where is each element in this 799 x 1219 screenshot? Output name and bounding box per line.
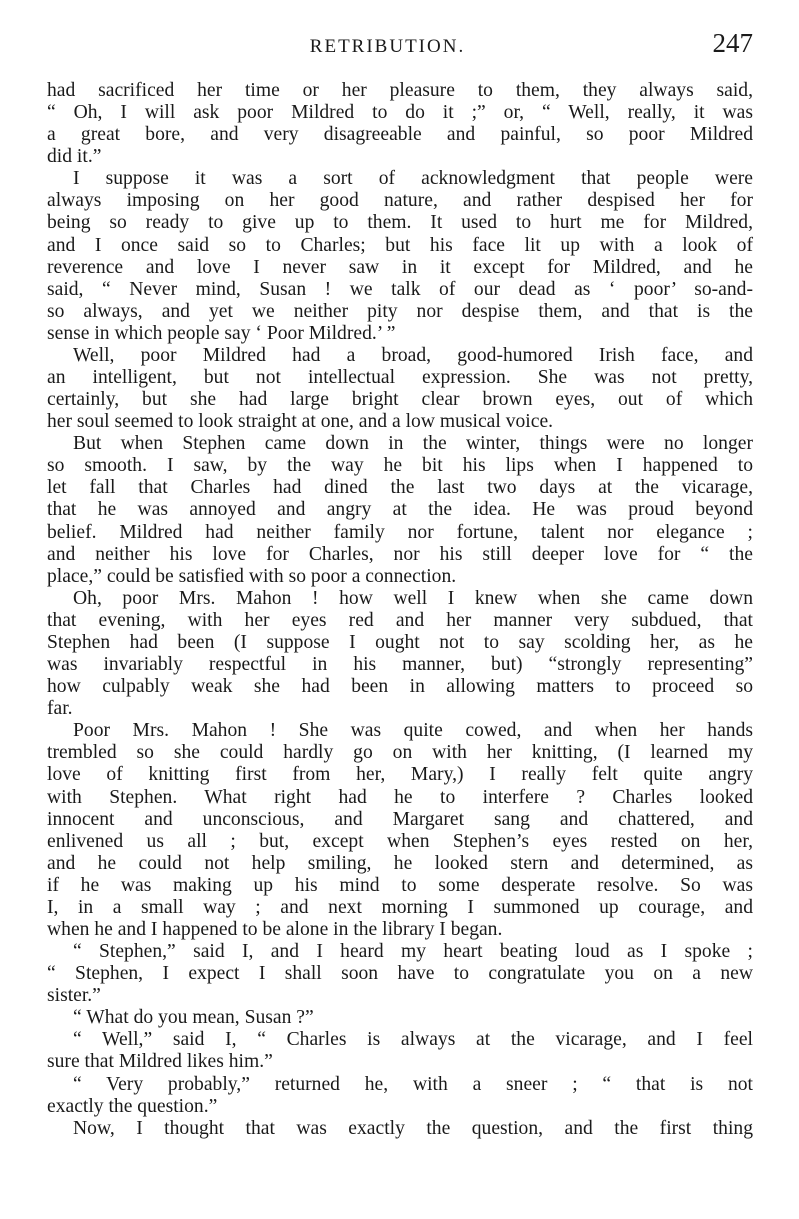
text-line: But when Stephen came down in the winter, things were no longer xyxy=(73,433,753,455)
text-line: Oh, poor Mrs. Mahon ! how well I knew when she came down xyxy=(73,587,753,609)
text-line: Poor Mrs. Mahon ! She was quite cowed, and when her hands xyxy=(73,720,753,742)
text-line: enlivened us all ; but, except when Stephen’s eyes rested on her, xyxy=(47,830,753,852)
text-line: innocent and unconscious, and Margaret sang and chattered, and xyxy=(47,808,753,830)
text-line: “ Well,” said I, “ Charles is always at the vicarage, and I feel xyxy=(73,1029,753,1051)
text-line: reverence and love I never saw in it except for Mildred, and he xyxy=(47,256,753,278)
text-line: sister.” xyxy=(47,985,101,1007)
text-line: and he could not help smiling, he looked stern and determined, as xyxy=(47,852,753,874)
text-line: that he was annoyed and angry at the idea. He was proud beyond xyxy=(47,499,753,521)
text-line: her soul seemed to look straight at one, and a low musical voice. xyxy=(47,411,554,433)
text-line: place,” could be satisfied with so poor a connection. xyxy=(47,565,457,587)
text-line: an intelligent, but not intellectual expression. She was not pretty, xyxy=(47,367,753,389)
text-line: that evening, with her eyes red and her manner very subdued, that xyxy=(47,609,753,631)
page-number: 247 xyxy=(712,28,753,58)
text-line: so smooth. I saw, by the way he bit his lips when I happened to xyxy=(47,455,753,477)
text-line: far. xyxy=(47,698,73,720)
text-line: with Stephen. What right had he to interfere ? Charles looked xyxy=(47,786,753,808)
text-line: was invariably respectful in his manner, but) “strongly representing” xyxy=(47,654,753,676)
text-line: let fall that Charles had dined the last two days at the vicarage, xyxy=(47,477,753,499)
text-line: and neither his love for Charles, nor his still deeper love for “ the xyxy=(47,543,753,565)
text-line: said, “ Never mind, Susan ! we talk of our dead as ‘ poor’ so-and- xyxy=(47,278,753,300)
running-title: RETRIBUTION. xyxy=(309,36,466,57)
text-line: sure that Mildred likes him.” xyxy=(47,1051,273,1073)
text-line: exactly the question.” xyxy=(47,1095,218,1117)
text-line: Stephen had been (I suppose I ought not to say scolding her, as he xyxy=(47,631,753,653)
text-line: Well, poor Mildred had a broad, good-humored Irish face, and xyxy=(73,344,753,366)
text-line: and I once said so to Charles; but his face lit up with a look of xyxy=(47,234,753,256)
text-line: “ Stephen,” said I, and I heard my heart beating loud as I spoke ; xyxy=(73,941,753,963)
text-line: how culpably weak she had been in allowing matters to proceed so xyxy=(47,676,753,698)
text-line: when he and I happened to be alone in the library I began. xyxy=(47,918,503,940)
text-line: I, in a small way ; and next morning I summoned up courage, and xyxy=(47,896,753,918)
text-line: I suppose it was a sort of acknowledgment that people were xyxy=(73,168,753,190)
text-line: “ Very probably,” returned he, with a sneer ; “ that is not xyxy=(73,1073,753,1095)
text-line: had sacrificed her time or her pleasure to them, they always said, xyxy=(47,80,753,101)
text-line: if he was making up his mind to some desperate resolve. So was xyxy=(47,874,753,896)
text-line: “ What do you mean, Susan ?” xyxy=(73,1007,314,1029)
text-line: certainly, but she had large bright clear brown eyes, out of which xyxy=(47,389,753,411)
text-line: “ Stephen, I expect I shall soon have to congratulate you on a new xyxy=(47,963,753,985)
body-text xyxy=(47,80,753,1140)
text-line: did it.” xyxy=(47,146,102,168)
text-line: sense in which people say ‘ Poor Mildred.’ ” xyxy=(47,322,396,344)
text-line: so always, and yet we neither pity nor despise them, and that is the xyxy=(47,300,753,322)
text-line: trembled so she could hardly go on with her knitting, (I learned my xyxy=(47,742,753,764)
text-line: Now, I thought that was exactly the question, and the first thing xyxy=(73,1117,753,1139)
text-line: belief. Mildred had neither family nor fortune, talent nor elegance ; xyxy=(47,521,753,543)
text-line: “ Oh, I will ask poor Mildred to do it ;” or, “ Well, really, it was xyxy=(47,102,753,124)
text-line: always imposing on her good nature, and rather despised her for xyxy=(47,190,753,212)
text-line: love of knitting first from her, Mary,) I really felt quite angry xyxy=(47,764,753,786)
text-line: being so ready to give up to them. It used to hurt me for Mildred, xyxy=(47,212,753,234)
text-line: a great bore, and very disagreeable and painful, so poor Mildred xyxy=(47,124,753,146)
